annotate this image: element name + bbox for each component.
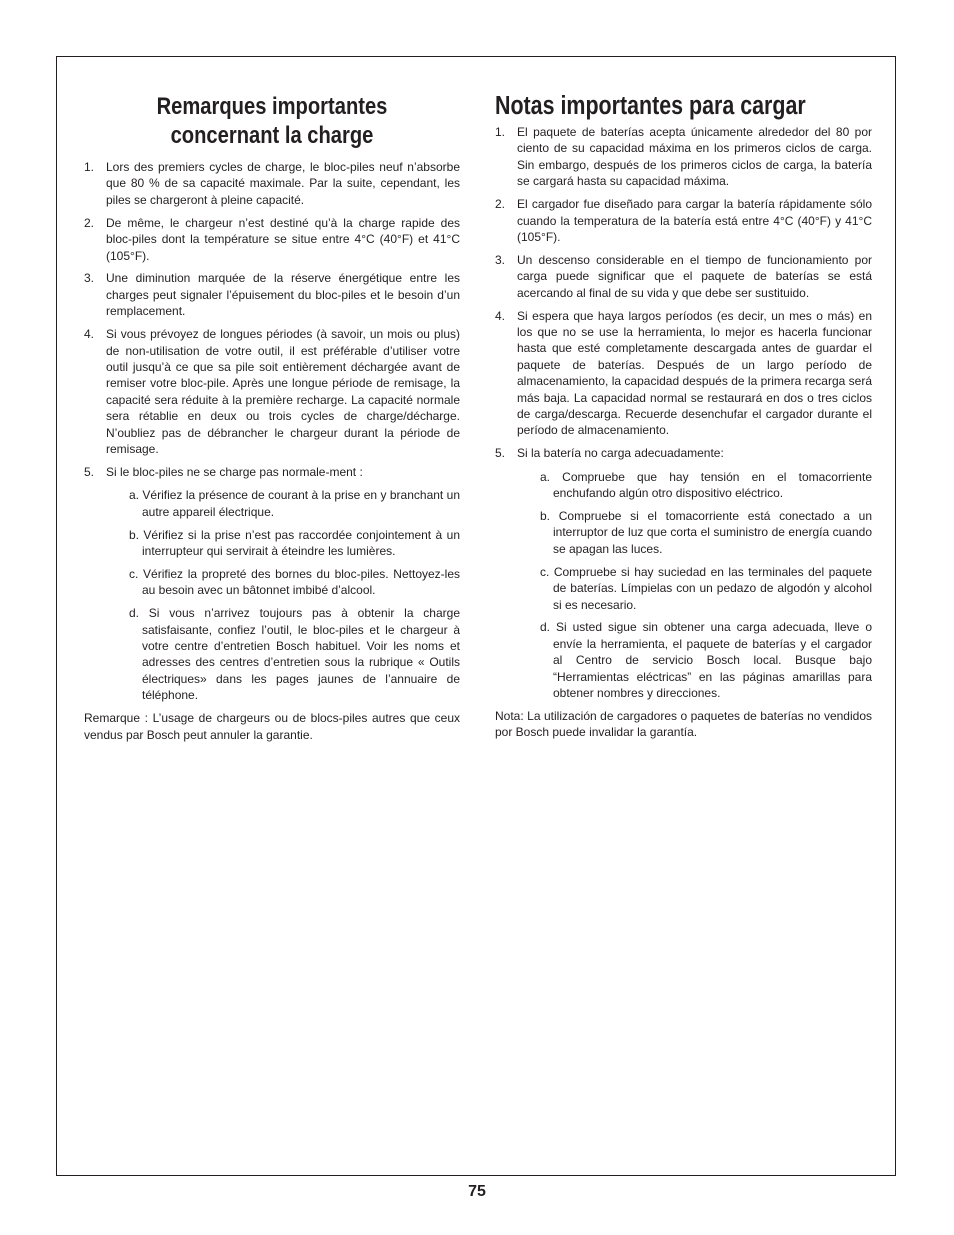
list-text: Si vous prévoyez de longues périodes (à savoir, un mois ou plus) de non-utilisation de votre outil, il est préférable d’utiliser votre outil jusqu’à ce que sa pile soit entièrement déchargée avant de remiser votre bloc-pile. Après une longue période de remisage, la capacité sera réduite à la première recharge. La capacité normale sera rétablie en deux ou trois cycles de charge/décharge. N’oubliez pas de débrancher le chargeur durant la période de remisage.	[106, 327, 460, 456]
list-number: 4.	[495, 308, 506, 323]
french-note: Remarque : L’usage de chargeurs ou de blocs-piles autres que ceux vendus par Bosch peut annuler la garantie.	[84, 711, 460, 742]
spanish-subitem-a: a. Compruebe que hay tensión en el tomacorriente enchufando algún otro dispositivo eléctrico.	[540, 469, 872, 501]
list-text: El paquete de baterías acepta únicamente alrededor del 80 por ciento de su capacidad máxima en los primeros ciclos de carga. Sin embargo, después de los primeros ciclos de carga, la batería se cargará hasta su capacidad máxima.	[517, 125, 872, 189]
french-column	[84, 92, 460, 743]
french-title	[114, 92, 430, 150]
list-text: El cargador fue diseñado para cargar la batería rápidamente sólo cuando la temperatura de la batería está entre 4°C (40°F) y 41°C (105°F).	[517, 197, 872, 244]
french-item-4	[84, 326, 460, 457]
spanish-title: Notas importantes para cargar	[495, 92, 806, 120]
list-number: 4.	[84, 327, 95, 342]
list-number: 3.	[495, 252, 506, 267]
spanish-item-2	[495, 196, 872, 245]
list-text: De même, le chargeur n’est destiné qu’à la charge rapide des bloc-piles dont la température se situe entre 4°C (40°F) et 41°C (105°F).	[106, 215, 460, 263]
french-title-line-1: Remarques importantes	[156, 93, 388, 120]
spanish-note: Nota: La utilización de cargadores o paquetes de baterías no vendidos por Bosch puede invalidar la garantía.	[495, 709, 872, 740]
spanish-item-5	[495, 445, 872, 701]
list-text: Un descenso considerable en el tiempo de funcionamiento por carga puede significar que el paquete de baterías se está acercando al final de su vida y que debe ser sustituido.	[517, 252, 872, 300]
list-number: 3.	[84, 271, 95, 286]
french-subitem-a: a. Vérifiez la présence de courant à la prise en y branchant un autre appareil électrique.	[129, 488, 460, 519]
list-text: Si le bloc-piles ne se charge pas normale-ment :	[106, 464, 363, 479]
french-subitem-c: c. Vérifiez la propreté des bornes du bloc-piles. Nettoyez-les au besoin avec un bâtonnet imbibé d’alcool.	[129, 566, 460, 598]
list-text: Lors des premiers cycles de charge, le bloc-piles neuf n’absorbe que 80 % de sa capacité maximale. Par la suite, cependant, les piles se chargeront à pleine capacité.	[106, 160, 460, 207]
spanish-subitem-b: b. Compruebe si el tomacorriente está conectado a un interruptor de luz que corta el suministro de energía cuando se apagan las luces.	[540, 509, 872, 556]
french-item-1	[84, 159, 460, 208]
list-number: 1.	[495, 125, 506, 139]
spanish-item-1	[495, 124, 872, 190]
list-number: 2.	[84, 215, 95, 230]
french-item-2	[84, 215, 460, 264]
french-item-3	[84, 270, 460, 319]
list-text: Une diminution marquée de la réserve énergétique entre les charges peut signaler l’épuisement du bloc-piles et le besoin d’un remplacement.	[106, 271, 460, 319]
spanish-subitem-c: c. Compruebe si hay suciedad en las terminales del paquete de baterías. Límpielas con un pedazo de algodón y alcohol si es necesario.	[540, 564, 872, 612]
list-text: Si la batería no carga adecuadamente:	[517, 446, 724, 461]
spanish-item-3	[495, 252, 872, 301]
french-sublist	[106, 487, 460, 703]
list-number: 5.	[84, 464, 95, 479]
french-title-line-2: concernant la charge	[170, 122, 374, 149]
spanish-subitem-d: d. Si usted sigue sin obtener una carga adecuada, lleve o envíe la herramienta, el paquete de baterías y el cargador al Centro de servicio Bosch local. Busque bajo “Herramientas eléctricas” en las páginas amarillas para obtener nombres y direcciones.	[540, 620, 872, 701]
list-text: Si espera que haya largos períodos (es decir, un mes o más) en los que no se use la herramienta, lo mejor es hacerla funcionar hasta que esté completamente descargada antes de guardar el paquete de baterías. Después de un largo período de almacenamiento, la capacidad después de la primera recarga será más baja. La capacidad normal se restaurará en dos o tres ciclos de carga/descarga. Recuerde desenchufar el cargador durante el período de almacenamiento.	[517, 308, 872, 438]
spanish-column	[495, 92, 872, 741]
spanish-item-4	[495, 308, 872, 439]
spanish-sublist	[517, 469, 872, 702]
list-number: 1.	[84, 160, 95, 174]
french-subitem-b: b. Vérifiez si la prise n’est pas raccordée conjointement à un interrupteur qui servirait à éteindre les lumières.	[129, 527, 460, 559]
spanish-list	[495, 124, 872, 702]
page-number: 75	[468, 1183, 486, 1200]
list-number: 2.	[495, 197, 506, 212]
list-number: 5.	[495, 446, 506, 461]
french-list	[84, 159, 460, 704]
french-item-5	[84, 464, 460, 704]
french-subitem-d: d. Si vous n’arrivez toujours pas à obtenir la charge satisfaisante, confiez l’outil, le bloc-piles et le chargeur à votre centre d’entretien Bosch habituel. Voir les noms et adresses des centres d’entretien sous la rubrique « Outils électriques» dans les pages jaunes de l’annuaire de téléphone.	[129, 606, 460, 703]
